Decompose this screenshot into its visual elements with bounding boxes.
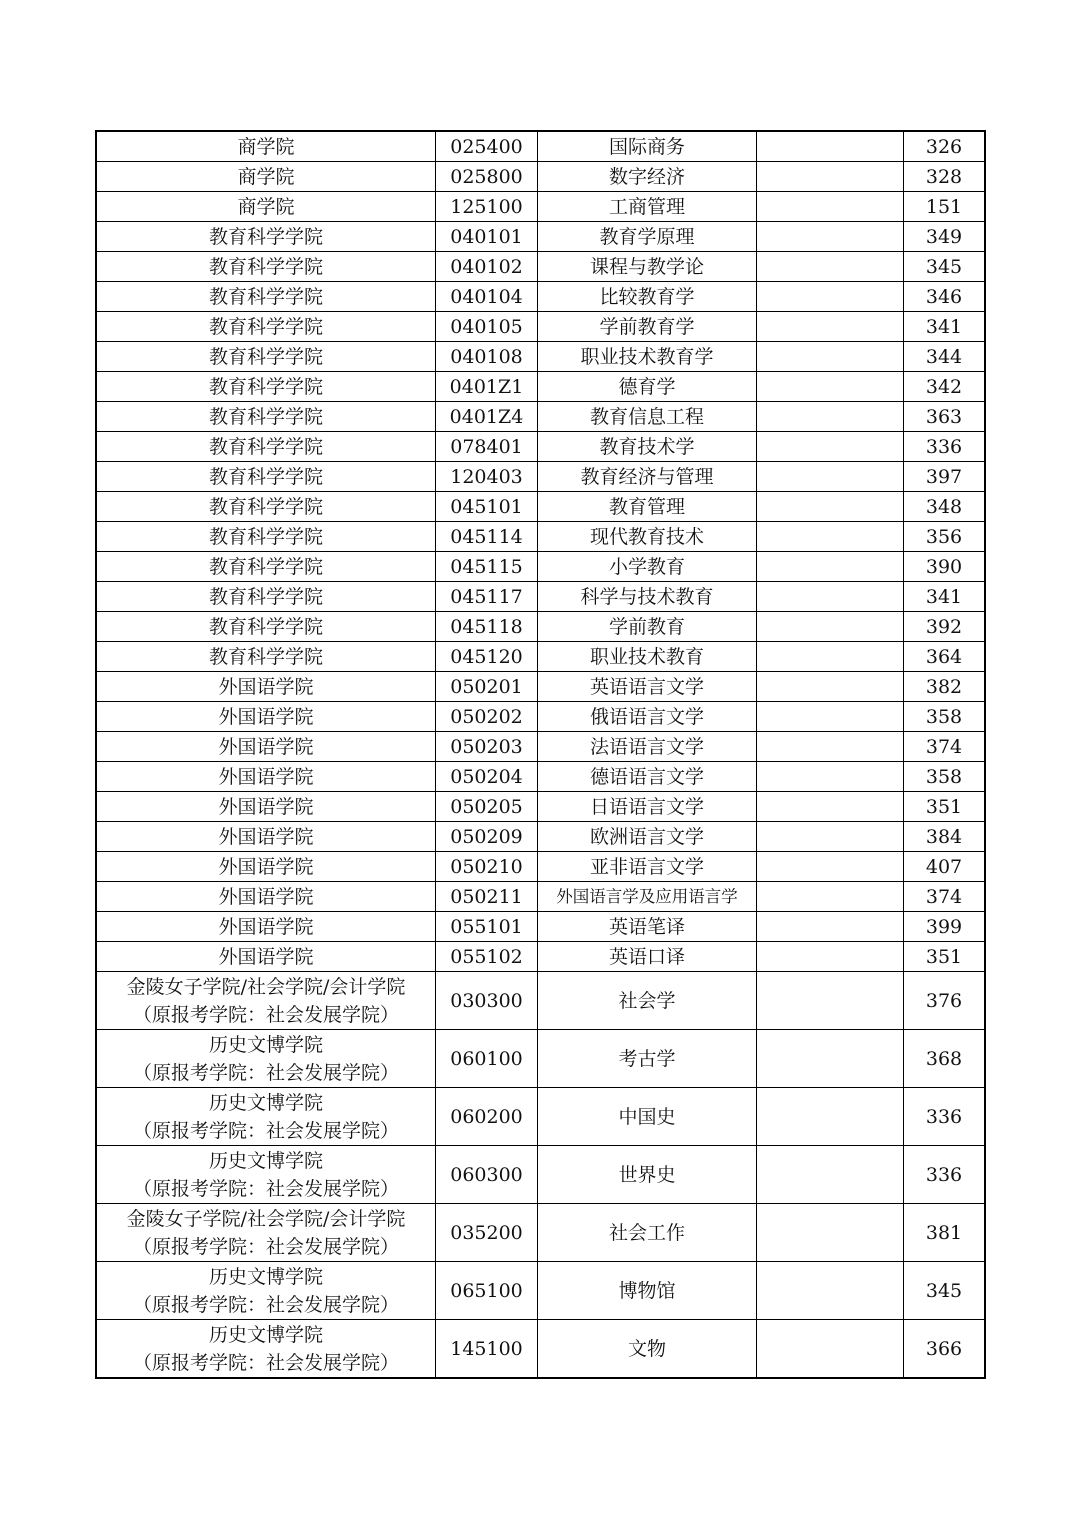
college-note: （原报考学院：社会发展学院）: [132, 1351, 399, 1374]
code-cell: 055102: [436, 942, 538, 972]
score-cell: 346: [904, 282, 986, 312]
code-cell: 050203: [436, 732, 538, 762]
table-row: [96, 792, 985, 822]
blank-cell: [757, 131, 904, 162]
blank-cell: [757, 372, 904, 402]
college-cell: [96, 1088, 436, 1146]
table-row: [96, 192, 985, 222]
blank-cell: [757, 822, 904, 852]
score-cell: 363: [904, 402, 986, 432]
table-row: [96, 1088, 985, 1146]
blank-cell: [757, 282, 904, 312]
score-cell: 356: [904, 522, 986, 552]
blank-cell: [757, 312, 904, 342]
score-cell: 376: [904, 972, 986, 1030]
table-row: [96, 492, 985, 522]
table-row: [96, 582, 985, 612]
score-cell: 336: [904, 432, 986, 462]
college-note: （原报考学院：社会发展学院）: [132, 1119, 399, 1142]
score-cell: 392: [904, 612, 986, 642]
score-cell: 397: [904, 462, 986, 492]
score-cell: 358: [904, 762, 986, 792]
college-cell: 外国语学院: [96, 852, 436, 882]
score-cell: 351: [904, 792, 986, 822]
table-row: [96, 1030, 985, 1088]
blank-cell: [757, 792, 904, 822]
score-cell: 341: [904, 312, 986, 342]
code-cell: 050210: [436, 852, 538, 882]
blank-cell: [757, 462, 904, 492]
table-row: [96, 1320, 985, 1379]
blank-cell: [757, 1320, 904, 1379]
major-cell: 欧洲语言文学: [538, 822, 757, 852]
table-row: [96, 972, 985, 1030]
major-cell: 现代教育技术: [538, 522, 757, 552]
score-cell: 358: [904, 702, 986, 732]
code-cell: 055101: [436, 912, 538, 942]
major-cell: 外国语言学及应用语言学: [538, 882, 757, 912]
major-cell: 数字经济: [538, 162, 757, 192]
code-cell: 145100: [436, 1320, 538, 1379]
major-cell: 英语笔译: [538, 912, 757, 942]
college-note: （原报考学院：社会发展学院）: [132, 1177, 399, 1200]
college-cell: 外国语学院: [96, 762, 436, 792]
blank-cell: [757, 1088, 904, 1146]
code-cell: 045120: [436, 642, 538, 672]
college-cell: 教育科学学院: [96, 492, 436, 522]
blank-cell: [757, 432, 904, 462]
score-cell: 382: [904, 672, 986, 702]
table-row: [96, 312, 985, 342]
score-cell: 374: [904, 882, 986, 912]
blank-cell: [757, 1146, 904, 1204]
blank-cell: [757, 852, 904, 882]
blank-cell: [757, 342, 904, 372]
score-cell: 364: [904, 642, 986, 672]
major-cell: 教育管理: [538, 492, 757, 522]
score-cell: 336: [904, 1146, 986, 1204]
major-cell: 职业技术教育学: [538, 342, 757, 372]
code-cell: 120403: [436, 462, 538, 492]
major-cell: 小学教育: [538, 552, 757, 582]
score-cell: 384: [904, 822, 986, 852]
major-cell: 教育技术学: [538, 432, 757, 462]
major-cell: 考古学: [538, 1030, 757, 1088]
score-cell: 351: [904, 942, 986, 972]
blank-cell: [757, 912, 904, 942]
blank-cell: [757, 612, 904, 642]
blank-cell: [757, 582, 904, 612]
table-row: [96, 222, 985, 252]
major-cell: 世界史: [538, 1146, 757, 1204]
code-cell: 040108: [436, 342, 538, 372]
college-cell: 外国语学院: [96, 792, 436, 822]
major-cell: 职业技术教育: [538, 642, 757, 672]
code-cell: 045117: [436, 582, 538, 612]
major-cell: 教育信息工程: [538, 402, 757, 432]
major-cell: 社会工作: [538, 1204, 757, 1262]
code-cell: 060200: [436, 1088, 538, 1146]
blank-cell: [757, 882, 904, 912]
blank-cell: [757, 1204, 904, 1262]
score-cell: 341: [904, 582, 986, 612]
code-cell: 050205: [436, 792, 538, 822]
major-cell: 学前教育: [538, 612, 757, 642]
college-cell: 商学院: [96, 131, 436, 162]
major-cell: 文物: [538, 1320, 757, 1379]
code-cell: 025400: [436, 131, 538, 162]
score-cell: 366: [904, 1320, 986, 1379]
table-row: [96, 1204, 985, 1262]
college-name: 历史文博学院: [208, 1149, 323, 1172]
blank-cell: [757, 702, 904, 732]
code-cell: 065100: [436, 1262, 538, 1320]
blank-cell: [757, 1030, 904, 1088]
college-cell: 教育科学学院: [96, 642, 436, 672]
blank-cell: [757, 762, 904, 792]
code-cell: 060100: [436, 1030, 538, 1088]
table-row: [96, 762, 985, 792]
table-row: [96, 372, 985, 402]
college-cell: [96, 972, 436, 1030]
major-cell: 科学与技术教育: [538, 582, 757, 612]
code-cell: 045115: [436, 552, 538, 582]
college-cell: 外国语学院: [96, 672, 436, 702]
blank-cell: [757, 222, 904, 252]
college-cell: 外国语学院: [96, 882, 436, 912]
college-cell: 外国语学院: [96, 732, 436, 762]
table-row: [96, 942, 985, 972]
major-cell: 比较教育学: [538, 282, 757, 312]
major-cell: 法语语言文学: [538, 732, 757, 762]
college-note: （原报考学院：社会发展学院）: [132, 1003, 399, 1026]
score-cell: 345: [904, 1262, 986, 1320]
blank-cell: [757, 492, 904, 522]
blank-cell: [757, 552, 904, 582]
major-cell: 工商管理: [538, 192, 757, 222]
college-name: 金陵女子学院/社会学院/会计学院: [126, 1207, 406, 1230]
blank-cell: [757, 732, 904, 762]
blank-cell: [757, 642, 904, 672]
score-cell: 399: [904, 912, 986, 942]
code-cell: 0401Z1: [436, 372, 538, 402]
major-cell: 亚非语言文学: [538, 852, 757, 882]
college-cell: 教育科学学院: [96, 522, 436, 552]
college-name: 历史文博学院: [208, 1091, 323, 1114]
table-row: [96, 162, 985, 192]
college-cell: 外国语学院: [96, 822, 436, 852]
code-cell: 050201: [436, 672, 538, 702]
code-cell: 050209: [436, 822, 538, 852]
major-cell: 英语口译: [538, 942, 757, 972]
major-cell: 教育学原理: [538, 222, 757, 252]
college-cell: [96, 1262, 436, 1320]
major-cell: 社会学: [538, 972, 757, 1030]
college-cell: 教育科学学院: [96, 372, 436, 402]
code-cell: 050204: [436, 762, 538, 792]
major-cell: 学前教育学: [538, 312, 757, 342]
college-name: 历史文博学院: [208, 1323, 323, 1346]
code-cell: 050211: [436, 882, 538, 912]
table-row: [96, 131, 985, 162]
college-name: 金陵女子学院/社会学院/会计学院: [126, 975, 406, 998]
major-cell: 德语语言文学: [538, 762, 757, 792]
code-cell: 045118: [436, 612, 538, 642]
score-cell: 345: [904, 252, 986, 282]
code-cell: 125100: [436, 192, 538, 222]
table-row: [96, 1146, 985, 1204]
college-cell: 教育科学学院: [96, 222, 436, 252]
score-cell: 349: [904, 222, 986, 252]
college-cell: 外国语学院: [96, 912, 436, 942]
blank-cell: [757, 522, 904, 552]
college-cell: [96, 1030, 436, 1088]
major-cell: 德育学: [538, 372, 757, 402]
college-cell: 教育科学学院: [96, 342, 436, 372]
blank-cell: [757, 402, 904, 432]
score-cell: 390: [904, 552, 986, 582]
college-cell: 教育科学学院: [96, 552, 436, 582]
college-cell: 外国语学院: [96, 942, 436, 972]
score-cell: 407: [904, 852, 986, 882]
major-cell: 博物馆: [538, 1262, 757, 1320]
table-body: [96, 131, 985, 1378]
score-cell: 336: [904, 1088, 986, 1146]
score-cell: 342: [904, 372, 986, 402]
table-row: [96, 552, 985, 582]
blank-cell: [757, 1262, 904, 1320]
table-row: [96, 282, 985, 312]
blank-cell: [757, 972, 904, 1030]
score-cell: 374: [904, 732, 986, 762]
blank-cell: [757, 192, 904, 222]
college-cell: 商学院: [96, 192, 436, 222]
college-cell: 教育科学学院: [96, 432, 436, 462]
score-cell: 348: [904, 492, 986, 522]
blank-cell: [757, 942, 904, 972]
code-cell: 035200: [436, 1204, 538, 1262]
code-cell: 030300: [436, 972, 538, 1030]
college-cell: [96, 1204, 436, 1262]
college-cell: 教育科学学院: [96, 252, 436, 282]
college-cell: 教育科学学院: [96, 312, 436, 342]
table-row: [96, 732, 985, 762]
code-cell: 0401Z4: [436, 402, 538, 432]
college-note: （原报考学院：社会发展学院）: [132, 1061, 399, 1084]
code-cell: 045114: [436, 522, 538, 552]
major-cell: 教育经济与管理: [538, 462, 757, 492]
college-cell: [96, 1320, 436, 1379]
score-cell: 381: [904, 1204, 986, 1262]
code-cell: 045101: [436, 492, 538, 522]
college-note: （原报考学院：社会发展学院）: [132, 1235, 399, 1258]
table-row: [96, 522, 985, 552]
table-row: [96, 672, 985, 702]
major-cell: 国际商务: [538, 131, 757, 162]
college-cell: 教育科学学院: [96, 582, 436, 612]
college-cell: 外国语学院: [96, 702, 436, 732]
code-cell: 040105: [436, 312, 538, 342]
major-cell: 日语语言文学: [538, 792, 757, 822]
code-cell: 025800: [436, 162, 538, 192]
table-row: [96, 612, 985, 642]
code-cell: 050202: [436, 702, 538, 732]
table-row: [96, 912, 985, 942]
college-cell: 商学院: [96, 162, 436, 192]
blank-cell: [757, 252, 904, 282]
score-cell: 368: [904, 1030, 986, 1088]
code-cell: 040104: [436, 282, 538, 312]
table-row: [96, 1262, 985, 1320]
score-cell: 328: [904, 162, 986, 192]
table-row: [96, 642, 985, 672]
major-cell: 俄语语言文学: [538, 702, 757, 732]
table-row: [96, 432, 985, 462]
blank-cell: [757, 672, 904, 702]
college-name: 历史文博学院: [208, 1265, 323, 1288]
college-cell: 教育科学学院: [96, 612, 436, 642]
table-row: [96, 402, 985, 432]
score-table: [95, 130, 986, 1379]
table-row: [96, 342, 985, 372]
code-cell: 060300: [436, 1146, 538, 1204]
college-note: （原报考学院：社会发展学院）: [132, 1293, 399, 1316]
table-row: [96, 822, 985, 852]
code-cell: 040102: [436, 252, 538, 282]
code-cell: 078401: [436, 432, 538, 462]
table-row: [96, 462, 985, 492]
major-cell: 英语语言文学: [538, 672, 757, 702]
score-cell: 344: [904, 342, 986, 372]
blank-cell: [757, 162, 904, 192]
college-cell: 教育科学学院: [96, 282, 436, 312]
score-cell: 151: [904, 192, 986, 222]
major-cell: 中国史: [538, 1088, 757, 1146]
college-cell: [96, 1146, 436, 1204]
score-cell: 326: [904, 131, 986, 162]
table-row: [96, 852, 985, 882]
major-cell: 课程与教学论: [538, 252, 757, 282]
table-row: [96, 252, 985, 282]
table-row: [96, 702, 985, 732]
college-cell: 教育科学学院: [96, 402, 436, 432]
college-name: 历史文博学院: [208, 1033, 323, 1056]
code-cell: 040101: [436, 222, 538, 252]
table-row: [96, 882, 985, 912]
college-cell: 教育科学学院: [96, 462, 436, 492]
